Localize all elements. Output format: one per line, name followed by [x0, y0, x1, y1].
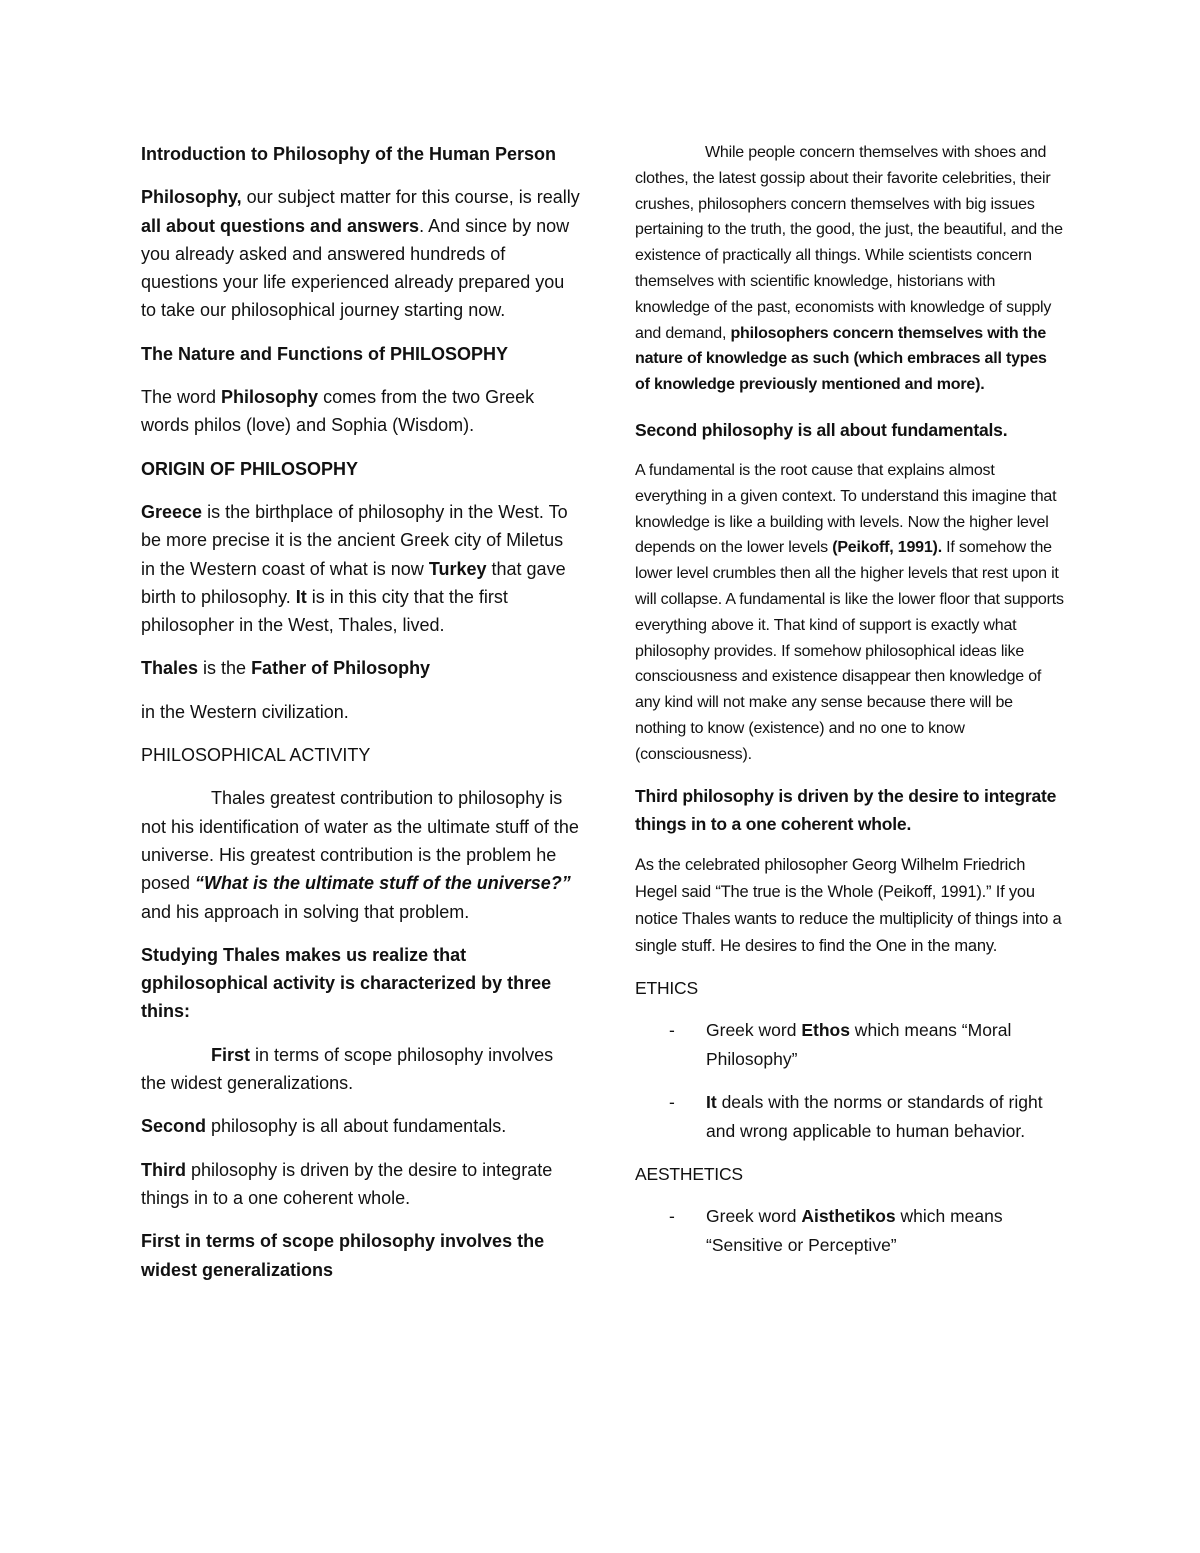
concern-text: While people concern themselves with shoes and clothes, the latest gossip about their favorite celebrities, their crushes, philosophers concern themselves with big issues pertaining to the truth, the good, the just, the beautiful, and the existence of practically all things. While scientists concern themselves with scientific knowledge, historians with knowledge of the past, economists with knowledge of supply and demand, — [635, 144, 1063, 342]
left-column — [141, 140, 581, 1299]
ethos-term: Ethos — [801, 1019, 850, 1040]
aesthetics-item-text-end: which means “Sensitive or Perceptive” — [706, 1205, 1003, 1255]
third-term: Third — [141, 1159, 186, 1180]
document-title: Introduction to Philosophy of the Human Person — [141, 144, 556, 164]
aesthetics-item-text: Greek word — [706, 1205, 802, 1226]
greece-text-end: is in this city that the first philosopher in the West, Thales, lived. — [141, 586, 508, 636]
ethics-item-text-end: which means “Moral Philosophy” — [706, 1019, 1012, 1069]
greece-text-mid: that gave birth to philosophy. — [141, 558, 566, 607]
right-column — [635, 140, 1065, 1274]
concern-emphasis: philosophers concern themselves with the nature of knowledge as such (which embraces all types of knowledge previously mentioned and more). — [635, 324, 1047, 394]
greece-paragraph — [141, 498, 581, 639]
ethics-item-text: Greek word — [706, 1019, 802, 1040]
studying-heading: Studying Thales makes us realize that gphilosophical activity is characterized by three thins: — [141, 944, 552, 1022]
contribution-question: “What is the ultimate stuff of the universe?” — [195, 873, 571, 894]
second-term: Second — [141, 1116, 207, 1137]
dash-bullet: - — [669, 1205, 675, 1226]
aesthetics-heading: AESTHETICS — [635, 1163, 743, 1184]
contribution-text-end: and his approach in solving that problem. — [141, 901, 470, 922]
nature-heading: The Nature and Functions of PHILOSOPHY — [141, 343, 509, 364]
intro-term: Philosophy, — [141, 187, 242, 208]
greece-term: Greece — [141, 501, 203, 522]
fundamental-text: A fundamental is the root cause that explains almost everything in a given context. To understand this imagine that knowledge is like a building with levels. Now the higher level depends on the lower levels — [635, 461, 1057, 557]
concern-paragraph — [635, 140, 1065, 398]
turkey-term: Turkey — [428, 558, 487, 579]
fundamental-paragraph — [635, 458, 1065, 768]
it-term: It — [295, 586, 307, 607]
first-text: in terms of scope philosophy involves the widest generalizations. — [141, 1044, 554, 1094]
intro-text-end: . And since by now you already asked and answered hundreds of questions your life experienced already prepared you to take our philosophical journey starting now. — [141, 215, 570, 321]
list-item — [635, 1088, 1065, 1146]
aisthetikos-term: Aisthetikos — [801, 1205, 896, 1226]
aesthetics-list — [635, 1202, 1065, 1260]
word-paragraph — [141, 383, 581, 440]
activity-heading: PHILOSOPHICAL ACTIVITY — [141, 745, 371, 766]
contribution-paragraph — [141, 784, 581, 925]
hegel-paragraph: As the celebrated philosopher Georg Wilhelm Friedrich Hegel said “The true is the Whole (Peikoff, 1991).” If you notice Thales wants to reduce the multiplicity of things into a single stuff. He desires to find the One in the many. — [635, 855, 1062, 955]
greece-text: is the birthplace of philosophy in the West. To be more precise it is the ancient Greek city of Miletus in the Western coast of what is now — [141, 501, 568, 579]
word-term: Philosophy — [221, 387, 319, 408]
origin-heading: ORIGIN OF PHILOSOPHY — [141, 458, 359, 479]
list-item — [635, 1016, 1065, 1074]
word-text: The word — [141, 387, 222, 408]
second-heading: Second philosophy is all about fundamentals. — [635, 419, 1008, 440]
ethics-heading: ETHICS — [635, 977, 698, 998]
third-paragraph — [141, 1156, 581, 1213]
first-heading: First in terms of scope philosophy involves the widest generalizations — [141, 1231, 545, 1280]
intro-text: our subject matter for this course, is really — [241, 187, 580, 208]
intro-paragraph — [141, 183, 581, 324]
ethics-list — [635, 1016, 1065, 1146]
contribution-text: Thales greatest contribution to philosophy is not his identification of water as the ultimate stuff of the universe. His greatest contribution is the problem he posed — [141, 788, 579, 894]
western-paragraph: in the Western civilization. — [141, 701, 349, 722]
second-paragraph — [141, 1112, 581, 1140]
thales-text: is the — [198, 658, 252, 679]
it-term: It — [706, 1091, 717, 1112]
citation: (Peikoff, 1991). — [832, 539, 942, 557]
thales-paragraph — [141, 654, 581, 682]
list-item — [635, 1202, 1065, 1260]
dash-bullet: - — [669, 1091, 675, 1112]
third-text: philosophy is driven by the desire to integrate things in to a one coherent whole. — [141, 1159, 553, 1208]
first-paragraph — [141, 1041, 581, 1098]
father-term: Father of Philosophy — [251, 658, 431, 679]
ethics-item-text: deals with the norms or standards of right and wrong applicable to human behavior. — [706, 1091, 1043, 1141]
third-heading: Third philosophy is driven by the desire to integrate things in to a one coherent whole. — [635, 785, 1057, 834]
thales-term: Thales — [141, 658, 199, 679]
intro-emphasis: all about questions and answers — [141, 215, 420, 236]
dash-bullet: - — [669, 1019, 675, 1040]
first-term: First — [211, 1044, 251, 1065]
word-text-end: comes from the two Greek words philos (love) and Sophia (Wisdom). — [141, 387, 535, 436]
second-text: philosophy is all about fundamentals. — [206, 1116, 507, 1137]
fundamental-text-end: If somehow the lower level crumbles then all the higher levels that rest upon it will collapse. A fundamental is like the lower floor that supports everything above it. That kind of support is exactly what philosophy provides. If somehow philosophical ideas like consciousness and existence disappear then knowledge of any kind will not make any sense because there will be nothing to know (existence) and no one to know (consciousness). — [635, 539, 1064, 763]
